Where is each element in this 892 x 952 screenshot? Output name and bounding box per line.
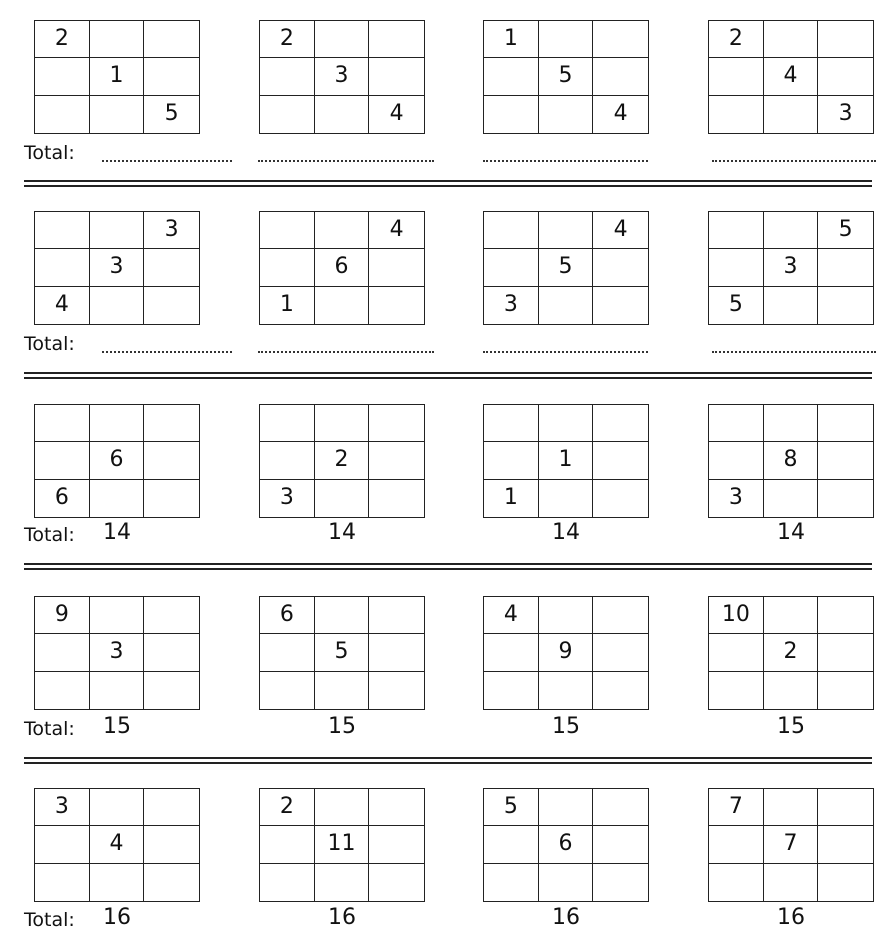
grid-cell[interactable] xyxy=(818,21,873,58)
grid-cell[interactable] xyxy=(260,96,315,133)
total-value: 14 xyxy=(103,520,131,545)
grid-cell[interactable] xyxy=(539,287,594,324)
total-label: Total: xyxy=(24,333,75,355)
grid-cell[interactable] xyxy=(709,249,764,286)
grid-cell: 4 xyxy=(484,597,539,634)
grid-cell: 1 xyxy=(260,287,315,324)
grid-cell[interactable] xyxy=(539,864,594,901)
grid-cell[interactable] xyxy=(369,249,424,286)
grid-cell[interactable] xyxy=(144,405,199,442)
grid-cell: 8 xyxy=(764,442,819,479)
grid-cell[interactable] xyxy=(709,58,764,95)
grid-cell[interactable] xyxy=(818,597,873,634)
grid-cell: 1 xyxy=(484,480,539,517)
grid-cell: 4 xyxy=(764,58,819,95)
grid-cell[interactable] xyxy=(35,442,90,479)
grid-cell[interactable] xyxy=(818,826,873,863)
grid-cell[interactable] xyxy=(593,58,648,95)
grid-cell[interactable] xyxy=(90,212,145,249)
total-answer-line[interactable] xyxy=(483,160,648,162)
grid-cell[interactable] xyxy=(818,405,873,442)
total-value: 14 xyxy=(777,520,805,545)
grid-cell[interactable] xyxy=(315,96,370,133)
grid-cell[interactable] xyxy=(260,58,315,95)
grid-cell: 9 xyxy=(35,597,90,634)
grid-cell[interactable] xyxy=(369,21,424,58)
grid-cell[interactable] xyxy=(818,287,873,324)
grid-cell[interactable] xyxy=(315,212,370,249)
grid-cell[interactable] xyxy=(539,405,594,442)
grid-cell[interactable] xyxy=(144,21,199,58)
grid-cell: 4 xyxy=(593,212,648,249)
row-divider xyxy=(24,372,872,379)
grid-cell: 3 xyxy=(315,58,370,95)
grid-cell[interactable] xyxy=(260,405,315,442)
grid-cell[interactable] xyxy=(315,789,370,826)
total-label: Total: xyxy=(24,524,75,546)
grid-cell[interactable] xyxy=(369,442,424,479)
grid-cell[interactable] xyxy=(144,58,199,95)
grid-cell[interactable] xyxy=(144,826,199,863)
number-grid xyxy=(259,20,425,134)
grid-cell: 1 xyxy=(484,21,539,58)
number-grid xyxy=(34,788,200,902)
grid-cell[interactable] xyxy=(144,597,199,634)
grid-cell[interactable] xyxy=(90,672,145,709)
grid-cell[interactable] xyxy=(593,21,648,58)
grid-cell[interactable] xyxy=(764,480,819,517)
total-label: Total: xyxy=(24,718,75,740)
grid-cell[interactable] xyxy=(539,212,594,249)
number-grid xyxy=(34,404,200,518)
grid-cell[interactable] xyxy=(369,405,424,442)
grid-cell: 4 xyxy=(369,212,424,249)
number-grid xyxy=(483,20,649,134)
number-grid xyxy=(708,20,874,134)
grid-cell: 3 xyxy=(144,212,199,249)
grid-cell[interactable] xyxy=(369,789,424,826)
number-grid xyxy=(483,211,649,325)
grid-cell: 2 xyxy=(260,789,315,826)
grid-cell[interactable] xyxy=(90,287,145,324)
grid-cell[interactable] xyxy=(764,96,819,133)
number-grid xyxy=(259,788,425,902)
total-value: 14 xyxy=(328,520,356,545)
total-value: 14 xyxy=(552,520,580,545)
total-label: Total: xyxy=(24,142,75,164)
grid-cell[interactable] xyxy=(484,212,539,249)
grid-cell[interactable] xyxy=(709,826,764,863)
number-grid xyxy=(483,788,649,902)
total-value: 16 xyxy=(777,905,805,930)
grid-cell[interactable] xyxy=(709,864,764,901)
grid-cell: 3 xyxy=(90,249,145,286)
grid-cell[interactable] xyxy=(369,634,424,671)
grid-cell[interactable] xyxy=(260,864,315,901)
grid-cell[interactable] xyxy=(260,442,315,479)
grid-cell[interactable] xyxy=(315,672,370,709)
grid-cell[interactable] xyxy=(539,480,594,517)
grid-cell[interactable] xyxy=(764,405,819,442)
grid-cell[interactable] xyxy=(144,634,199,671)
grid-cell[interactable] xyxy=(260,634,315,671)
number-grid xyxy=(708,211,874,325)
grid-cell[interactable] xyxy=(369,597,424,634)
grid-cell[interactable] xyxy=(144,287,199,324)
grid-cell[interactable] xyxy=(593,864,648,901)
grid-cell[interactable] xyxy=(818,480,873,517)
grid-cell[interactable] xyxy=(709,442,764,479)
total-answer-line[interactable] xyxy=(712,351,876,353)
grid-cell: 2 xyxy=(764,634,819,671)
grid-cell[interactable] xyxy=(315,287,370,324)
grid-cell[interactable] xyxy=(764,212,819,249)
grid-cell[interactable] xyxy=(90,789,145,826)
grid-cell[interactable] xyxy=(593,287,648,324)
grid-cell[interactable] xyxy=(144,789,199,826)
total-value: 15 xyxy=(552,714,580,739)
grid-cell[interactable] xyxy=(764,789,819,826)
grid-cell[interactable] xyxy=(709,405,764,442)
number-grid xyxy=(483,404,649,518)
number-grid xyxy=(34,211,200,325)
grid-cell[interactable] xyxy=(144,864,199,901)
number-grid xyxy=(259,211,425,325)
grid-cell[interactable] xyxy=(539,789,594,826)
grid-cell: 4 xyxy=(90,826,145,863)
grid-cell[interactable] xyxy=(144,249,199,286)
grid-cell: 7 xyxy=(764,826,819,863)
number-grid xyxy=(34,596,200,710)
grid-cell[interactable] xyxy=(818,672,873,709)
grid-cell: 5 xyxy=(539,249,594,286)
total-value: 16 xyxy=(103,905,131,930)
grid-cell[interactable] xyxy=(35,58,90,95)
grid-cell[interactable] xyxy=(144,672,199,709)
grid-cell[interactable] xyxy=(35,405,90,442)
grid-cell[interactable] xyxy=(90,597,145,634)
total-value: 15 xyxy=(777,714,805,739)
total-answer-line[interactable] xyxy=(102,160,232,162)
number-grid xyxy=(259,404,425,518)
grid-cell[interactable] xyxy=(35,672,90,709)
grid-cell: 3 xyxy=(90,634,145,671)
grid-cell[interactable] xyxy=(484,634,539,671)
total-value: 15 xyxy=(328,714,356,739)
grid-cell[interactable] xyxy=(315,864,370,901)
grid-cell[interactable] xyxy=(593,442,648,479)
grid-cell[interactable] xyxy=(35,212,90,249)
grid-cell[interactable] xyxy=(764,287,819,324)
grid-cell: 3 xyxy=(838,101,853,127)
grid-cell[interactable] xyxy=(593,405,648,442)
grid-cell[interactable] xyxy=(90,864,145,901)
grid-cell[interactable] xyxy=(709,212,764,249)
grid-cell[interactable] xyxy=(484,96,539,133)
grid-cell: 9 xyxy=(539,634,594,671)
grid-cell[interactable] xyxy=(539,96,594,133)
total-answer-line[interactable] xyxy=(102,351,232,353)
grid-cell[interactable] xyxy=(818,249,873,286)
total-value: 16 xyxy=(328,905,356,930)
grid-cell: 1 xyxy=(90,58,145,95)
row-divider xyxy=(24,180,872,187)
grid-cell[interactable] xyxy=(484,442,539,479)
grid-cell[interactable] xyxy=(764,864,819,901)
grid-cell: 5 xyxy=(818,212,873,249)
row-divider xyxy=(24,563,872,570)
total-answer-line[interactable] xyxy=(483,351,648,353)
grid-cell: 6 xyxy=(315,249,370,286)
grid-cell[interactable] xyxy=(90,21,145,58)
grid-cell[interactable] xyxy=(593,826,648,863)
grid-cell: 5 xyxy=(539,58,594,95)
grid-cell[interactable] xyxy=(818,442,873,479)
grid-cell: 7 xyxy=(709,789,764,826)
grid-cell[interactable] xyxy=(90,480,145,517)
grid-cell[interactable] xyxy=(369,480,424,517)
grid-cell[interactable] xyxy=(539,597,594,634)
total-label: Total: xyxy=(24,909,75,931)
grid-cell[interactable] xyxy=(593,672,648,709)
number-grid xyxy=(259,596,425,710)
grid-cell[interactable] xyxy=(315,21,370,58)
grid-cell[interactable] xyxy=(35,826,90,863)
grid-cell[interactable] xyxy=(709,634,764,671)
grid-cell: 2 xyxy=(35,21,90,58)
grid-cell[interactable] xyxy=(709,672,764,709)
grid-cell: 10 xyxy=(709,597,764,634)
row-divider xyxy=(24,757,872,764)
grid-cell: 1 xyxy=(539,442,594,479)
grid-cell[interactable] xyxy=(260,212,315,249)
grid-cell: 2 xyxy=(315,442,370,479)
grid-cell: 6 xyxy=(35,480,90,517)
grid-cell[interactable] xyxy=(818,634,873,671)
grid-cell[interactable] xyxy=(818,864,873,901)
grid-cell[interactable] xyxy=(260,826,315,863)
grid-cell[interactable] xyxy=(369,672,424,709)
grid-cell[interactable] xyxy=(764,597,819,634)
grid-cell[interactable] xyxy=(315,405,370,442)
number-grid xyxy=(708,788,874,902)
grid-cell[interactable] xyxy=(90,405,145,442)
grid-cell: 2 xyxy=(709,21,764,58)
total-answer-line[interactable] xyxy=(258,351,434,353)
grid-cell[interactable] xyxy=(484,672,539,709)
total-value: 16 xyxy=(552,905,580,930)
grid-cell: 3 xyxy=(35,789,90,826)
grid-cell: 4 xyxy=(35,287,90,324)
grid-cell: 6 xyxy=(260,597,315,634)
grid-cell[interactable] xyxy=(484,249,539,286)
grid-cell[interactable] xyxy=(593,249,648,286)
grid-cell: 6 xyxy=(90,442,145,479)
grid-cell[interactable] xyxy=(369,826,424,863)
number-grid xyxy=(708,404,874,518)
grid-cell: 6 xyxy=(539,826,594,863)
grid-cell[interactable] xyxy=(484,58,539,95)
grid-cell[interactable] xyxy=(484,826,539,863)
grid-cell[interactable] xyxy=(315,597,370,634)
grid-cell[interactable] xyxy=(593,597,648,634)
grid-cell[interactable] xyxy=(709,96,764,133)
grid-cell: 5 xyxy=(164,101,179,127)
grid-cell: 3 xyxy=(764,249,819,286)
grid-cell[interactable] xyxy=(369,864,424,901)
grid-cell: 3 xyxy=(709,480,764,517)
grid-cell: 11 xyxy=(315,826,370,863)
number-grid xyxy=(483,596,649,710)
grid-cell[interactable] xyxy=(369,58,424,95)
grid-cell[interactable] xyxy=(593,789,648,826)
grid-cell[interactable] xyxy=(764,672,819,709)
grid-cell: 5 xyxy=(709,287,764,324)
grid-cell[interactable] xyxy=(539,672,594,709)
grid-cell: 4 xyxy=(613,101,628,127)
total-answer-line[interactable] xyxy=(712,160,876,162)
grid-cell[interactable] xyxy=(144,442,199,479)
total-value: 15 xyxy=(103,714,131,739)
grid-cell[interactable] xyxy=(35,96,90,133)
grid-cell[interactable] xyxy=(818,789,873,826)
grid-cell[interactable] xyxy=(818,58,873,95)
grid-cell[interactable] xyxy=(35,634,90,671)
grid-cell[interactable] xyxy=(593,480,648,517)
total-answer-line[interactable] xyxy=(258,160,434,162)
grid-cell[interactable] xyxy=(35,249,90,286)
number-grid xyxy=(34,20,200,134)
grid-cell[interactable] xyxy=(260,672,315,709)
grid-cell[interactable] xyxy=(593,634,648,671)
grid-cell[interactable] xyxy=(90,96,145,133)
grid-cell[interactable] xyxy=(315,480,370,517)
number-grid xyxy=(708,596,874,710)
grid-cell[interactable] xyxy=(484,405,539,442)
grid-cell[interactable] xyxy=(144,480,199,517)
grid-cell[interactable] xyxy=(260,249,315,286)
grid-cell[interactable] xyxy=(484,864,539,901)
grid-cell[interactable] xyxy=(539,21,594,58)
grid-cell[interactable] xyxy=(764,21,819,58)
grid-cell: 3 xyxy=(260,480,315,517)
grid-cell: 4 xyxy=(389,101,404,127)
grid-cell: 5 xyxy=(484,789,539,826)
grid-cell: 3 xyxy=(484,287,539,324)
grid-cell: 5 xyxy=(315,634,370,671)
grid-cell: 2 xyxy=(260,21,315,58)
grid-cell[interactable] xyxy=(35,864,90,901)
grid-cell[interactable] xyxy=(369,287,424,324)
